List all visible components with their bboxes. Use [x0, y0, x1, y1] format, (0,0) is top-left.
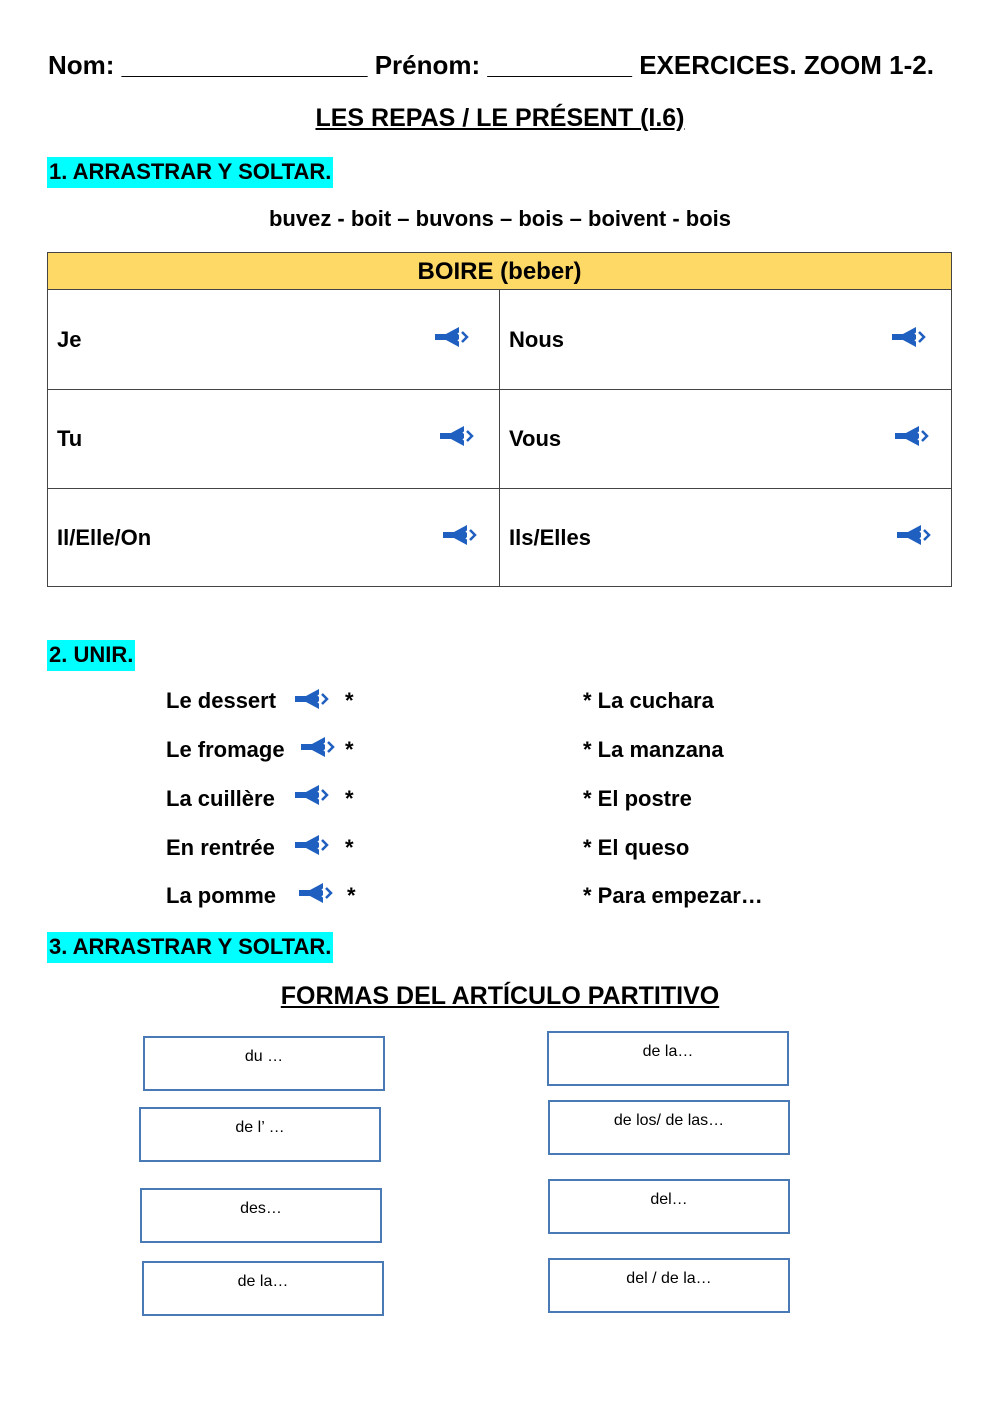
- header-name-line: Nom: _________________ Prénom: __________ EXERCICES. ZOOM 1-2.: [48, 50, 934, 80]
- conjugation-cell-ils-elles[interactable]: [500, 489, 951, 586]
- answer-box-del[interactable]: del…: [548, 1179, 790, 1234]
- drop-box-du[interactable]: du …: [143, 1036, 385, 1091]
- match-left-item: Le fromage: [166, 737, 285, 762]
- conjugation-cell-vous[interactable]: [500, 390, 951, 489]
- page-subtitle: LES REPAS / LE PRÉSENT (I.6): [315, 104, 685, 132]
- drop-box-de-l[interactable]: de l’ …: [139, 1107, 381, 1162]
- match-right-item[interactable]: * Para empezar…: [583, 883, 763, 908]
- speaker-icon[interactable]: [293, 784, 331, 806]
- match-right-item[interactable]: * La cuchara: [583, 688, 714, 713]
- word-bank: buvez - boit – buvons – bois – boivent - bois: [268, 206, 732, 231]
- pronoun-label: Tu: [57, 426, 83, 451]
- match-left-item: Le dessert: [166, 688, 277, 713]
- match-left-item: En rentrée: [166, 835, 275, 860]
- match-left-item: La cuillère: [166, 786, 275, 811]
- pronoun-label: Je: [57, 326, 82, 352]
- pronoun-label: Vous: [509, 426, 562, 451]
- speaker-icon[interactable]: [438, 425, 476, 447]
- match-dot[interactable]: *: [345, 835, 354, 860]
- drop-box-de-la[interactable]: de la…: [142, 1261, 384, 1316]
- match-dot[interactable]: *: [345, 737, 354, 762]
- match-dot[interactable]: *: [345, 786, 354, 811]
- pronoun-label: Ils/Elles: [509, 524, 591, 550]
- speaker-icon[interactable]: [441, 524, 479, 546]
- speaker-icon[interactable]: [890, 326, 928, 348]
- conjugation-cell-nous[interactable]: [500, 290, 951, 390]
- match-dot[interactable]: *: [345, 688, 354, 713]
- drop-box-des[interactable]: des…: [140, 1188, 382, 1243]
- answer-box-de-la[interactable]: de la…: [547, 1031, 789, 1086]
- section-1-label: 1. ARRASTRAR Y SOLTAR.: [47, 157, 333, 188]
- conjugation-cell-je[interactable]: [48, 290, 500, 390]
- conjugation-table-title: BOIRE (beber): [48, 253, 951, 290]
- conjugation-cell-il-elle-on[interactable]: [48, 489, 500, 586]
- section-2-label: 2. UNIR.: [47, 640, 135, 671]
- conjugation-cell-tu[interactable]: [48, 390, 500, 489]
- match-right-item[interactable]: * La manzana: [583, 737, 724, 762]
- speaker-icon[interactable]: [299, 736, 337, 758]
- answer-box-de-los-de-las[interactable]: de los/ de las…: [548, 1100, 790, 1155]
- match-right-item[interactable]: * El queso: [583, 835, 690, 860]
- match-dot[interactable]: *: [347, 883, 356, 908]
- pronoun-label: Nous: [509, 326, 564, 352]
- pronoun-label: Il/Elle/On: [57, 524, 152, 550]
- partitivo-title: FORMAS DEL ARTÍCULO PARTITIVO: [280, 982, 720, 1010]
- speaker-icon[interactable]: [293, 688, 331, 710]
- speaker-icon[interactable]: [293, 834, 331, 856]
- match-right-item[interactable]: * El postre: [583, 786, 692, 811]
- speaker-icon[interactable]: [895, 524, 933, 546]
- speaker-icon[interactable]: [893, 425, 931, 447]
- speaker-icon[interactable]: [297, 882, 335, 904]
- section-3-label: 3. ARRASTRAR Y SOLTAR.: [47, 932, 333, 963]
- conjugation-table: [47, 252, 952, 587]
- answer-box-del-de-la[interactable]: del / de la…: [548, 1258, 790, 1313]
- match-left-item: La pomme: [166, 883, 277, 908]
- speaker-icon[interactable]: [433, 326, 471, 348]
